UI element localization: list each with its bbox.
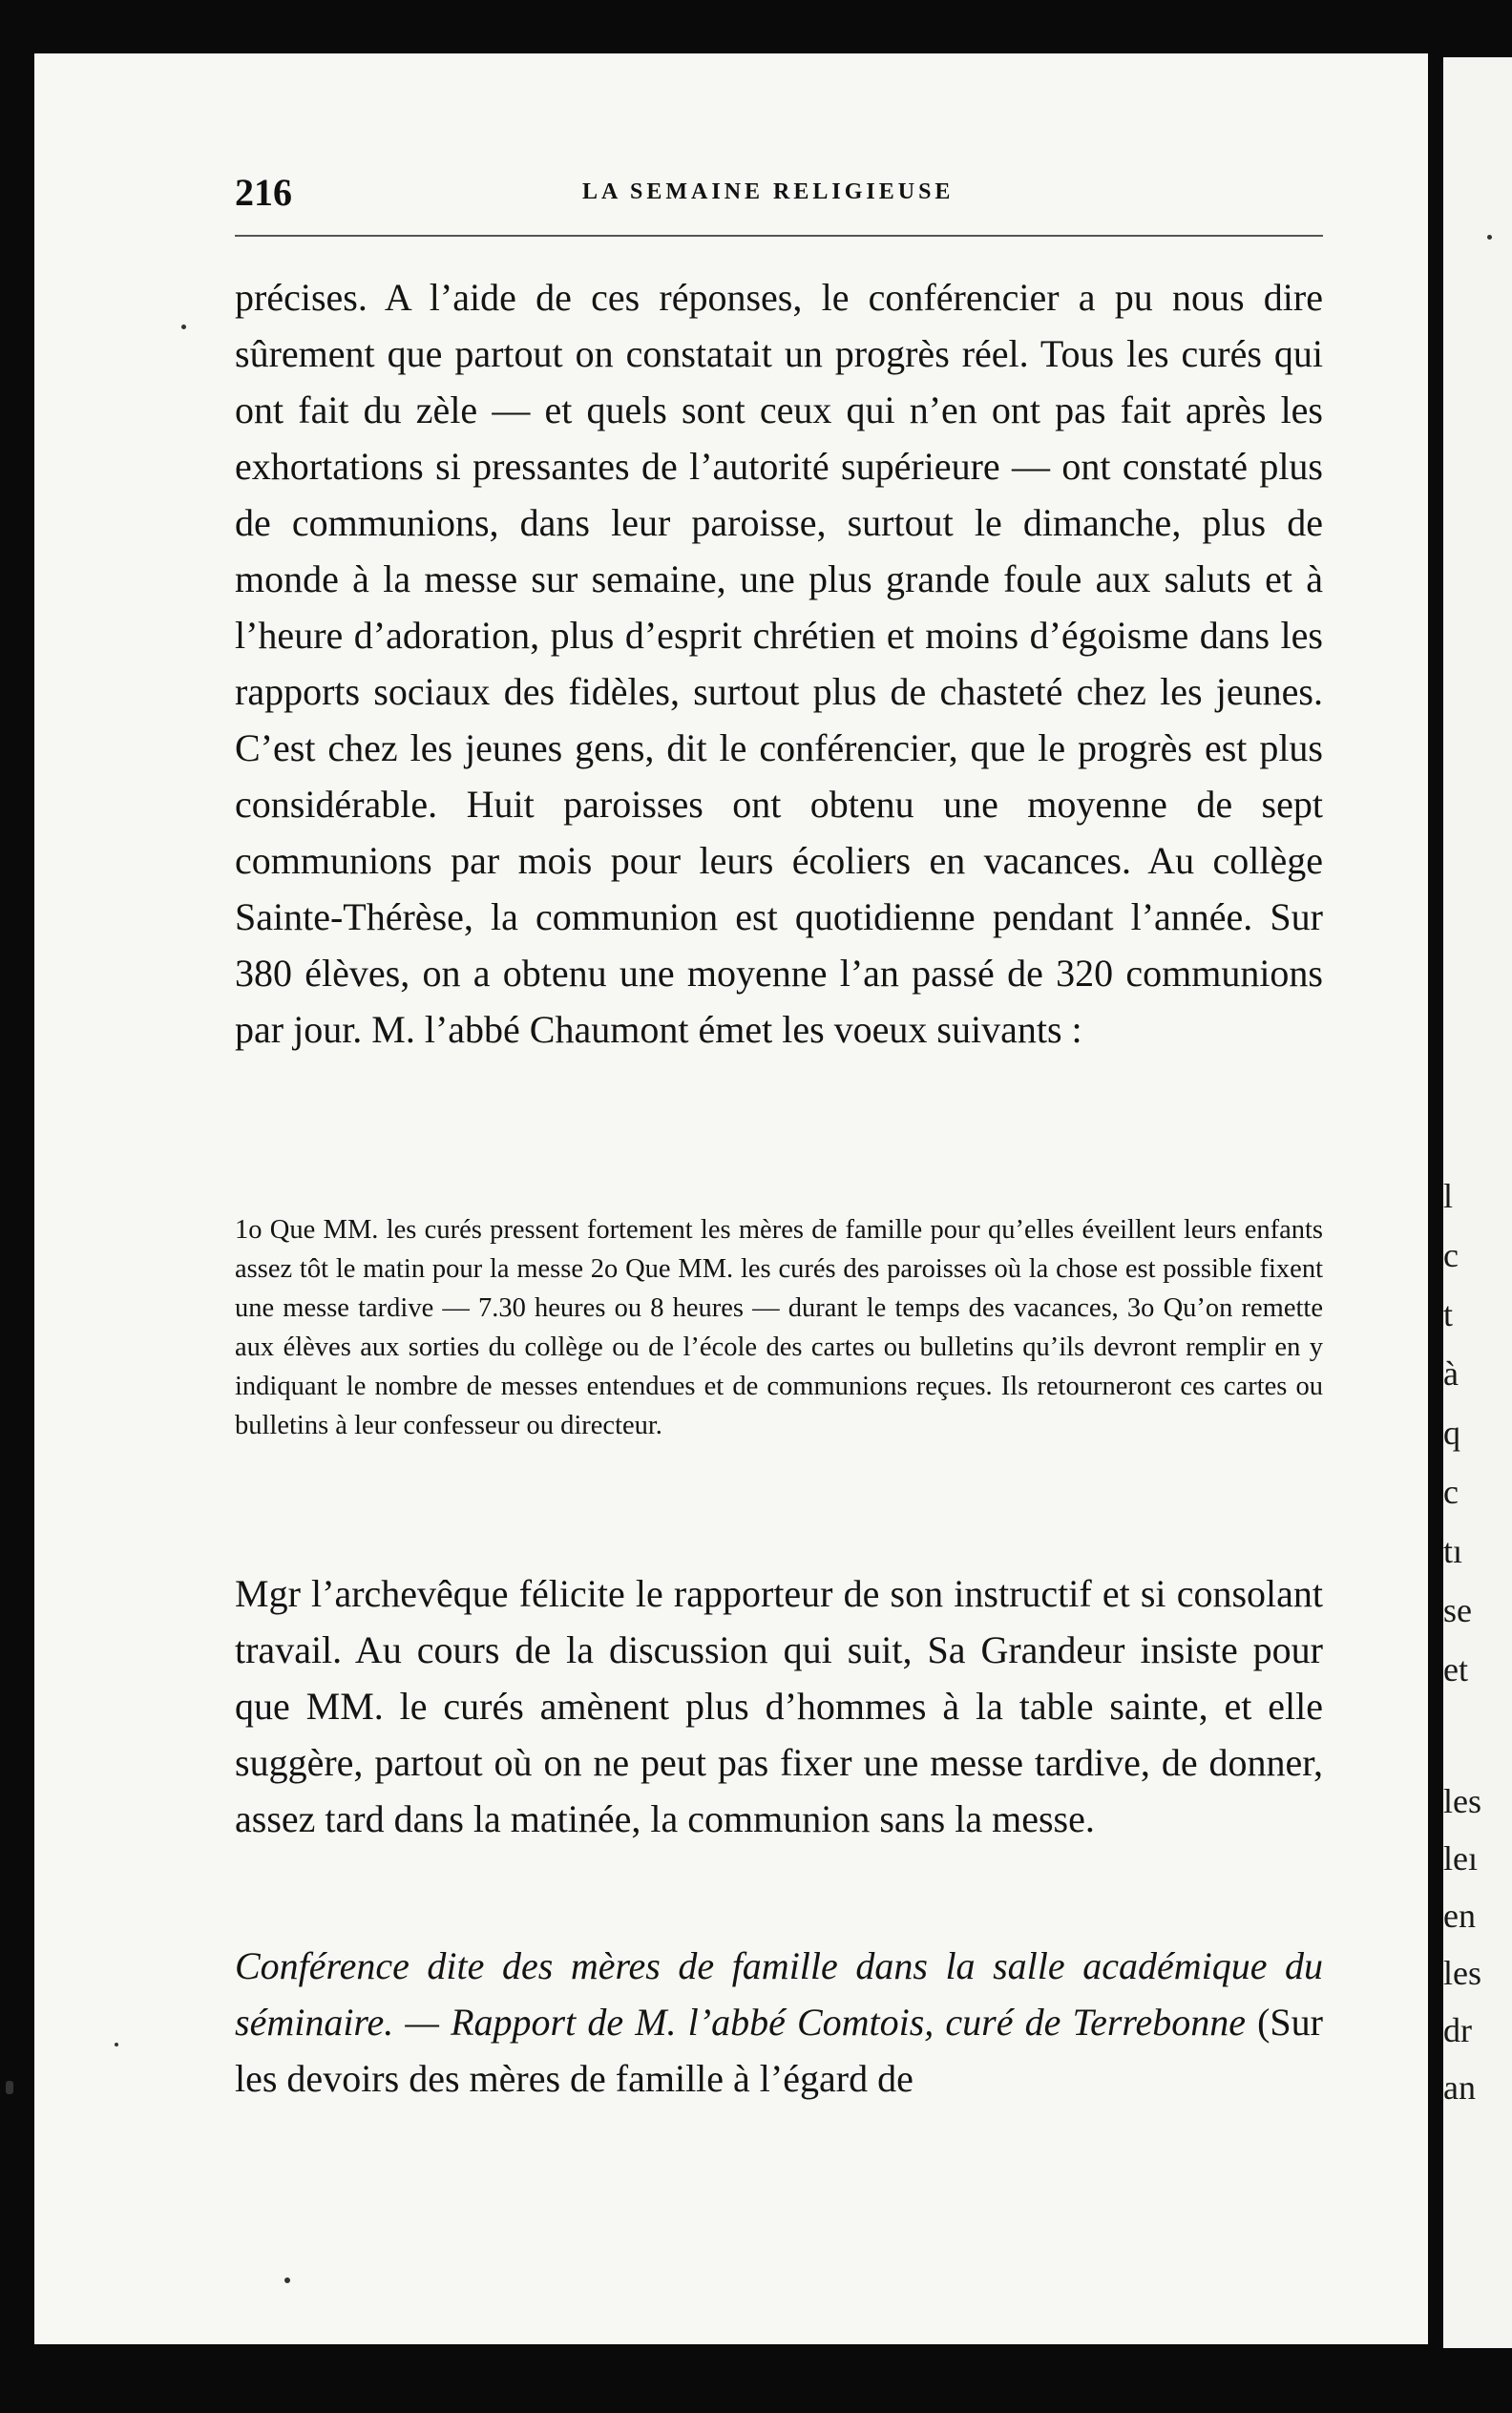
page-header: [235, 170, 1323, 218]
right-page-fragment: an: [1443, 2068, 1476, 2107]
right-page-fragment: c: [1443, 1236, 1459, 1274]
right-page-fragment: c: [1443, 1473, 1459, 1511]
conference-title: Conférence dite des mères de famille dans la salle académique du séminaire. — Rapport de M. l’abbé Comtois, curé de Terrebonne: [235, 1944, 1323, 2044]
right-page-fragment: se: [1443, 1591, 1472, 1629]
right-page-fragment: q: [1443, 1414, 1460, 1452]
right-page-fragment: en: [1443, 1897, 1476, 1935]
right-page-edge: [1443, 57, 1512, 2348]
right-page-fragment: l: [1443, 1177, 1454, 1215]
right-page-fragment: t: [1443, 1295, 1454, 1333]
header-rule: [235, 235, 1323, 237]
body-paragraph: précises. A l’aide de ces réponses, le conférencier a pu nous dire sûrement que partout on constatait un progrès réel. Tous les curés qui ont fait du zèle — et quels sont ceux qui n’en ont pas fait après les exhortations si pressantes de l’autorité supérieure — ont constaté plus de communions, dans leur paroisse, surtout le dimanche, plus de monde à la messe sur semaine, une plus grande foule aux saluts et à l’heure d’adoration, plus d’esprit chrétien et moins d’égoisme dans les rapports sociaux des fidèles, surtout plus de chasteté chez les jeunes. C’est chez les jeunes gens, dit le conférencier, que le progrès est plus considérable. Huit paroisses ont obtenu une moyenne de sept communions par mois pour leurs écoliers en vacances. Au collège Sainte-Thérèse, la communion est quotidienne pendant l’année. Sur 380 élèves, on a obtenu une moyenne l’an passé de 320 communions par jour. M. l’abbé Chaumont émet les voeux suivants :: [235, 276, 1323, 1051]
right-page-fragment: dr: [1443, 2011, 1472, 2049]
right-page-fragment: à: [1443, 1354, 1459, 1393]
right-page-fragment: tı: [1443, 1532, 1463, 1570]
scan-speck: [284, 2277, 290, 2283]
right-page-fragment: et: [1443, 1650, 1468, 1689]
scan-speck: [181, 325, 186, 329]
conference-paragraph: [235, 1938, 1323, 2107]
right-page-fragment: les: [1443, 1782, 1481, 1820]
right-page-fragment: leı: [1443, 1839, 1478, 1878]
scan-speck: [115, 2043, 118, 2046]
page-number: 216: [235, 171, 292, 214]
right-page-fragment: les: [1443, 1954, 1481, 1992]
conference-continuation: (Sur les devoirs des mères de famille à l’égard de: [235, 2001, 1323, 2100]
conference-section: [235, 1938, 1323, 2107]
resolutions-block: [235, 1210, 1323, 1445]
resolutions-text: 1o Que MM. les curés pressent fortement les mères de famille pour qu’elles éveillent leurs enfants assez tôt le matin pour la messe 2o Que MM. les curés des paroisses où la chose est possible fixent une messe tardive — 7.30 heures ou 8 heures — durant le temps des vacances, 3o Qu’on remette aux élèves aux sorties du collège ou de l’école des cartes ou bulletins qu’ils devront remplir en y indiquant le nombre de messes entendues et de communions reçues. Ils retourneront ces cartes ou bulletins à leur confesseur ou directeur.: [235, 1215, 1323, 1440]
scan-speck: [6, 2081, 13, 2094]
running-title: LA SEMAINE RELIGIEUSE: [582, 179, 955, 204]
scan-speck: [1487, 235, 1492, 240]
archbishop-section: [235, 1565, 1323, 1847]
archbishop-paragraph: Mgr l’archevêque félicite le rapporteur de son instructif et si consolant travail. Au cours de la discussion qui suit, Sa Grandeur insiste pour que MM. le curés amènent plus d’hommes à la table sainte, et elle suggère, partout où on ne peut pas fixer une messe tardive, de donner, assez tard dans la matinée, la communion sans la messe.: [235, 1572, 1323, 1840]
report-paragraph: [235, 269, 1323, 1058]
